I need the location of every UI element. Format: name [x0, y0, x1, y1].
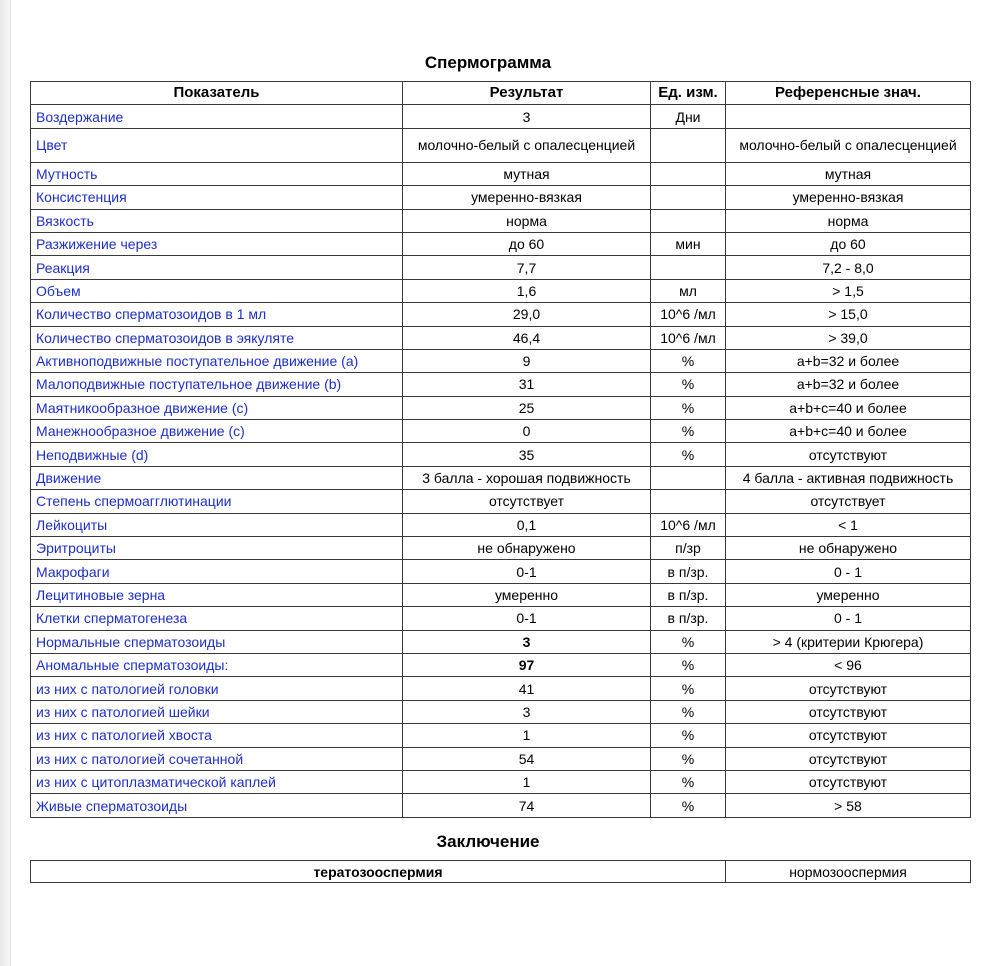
conclusion-row	[31, 861, 971, 883]
row-parameter: Маятникообразное движение (c)	[31, 396, 403, 419]
row-parameter: Объем	[31, 279, 403, 302]
row-unit	[651, 186, 726, 209]
row-unit: %	[651, 677, 726, 700]
row-reference: 4 балла - активная подвижность	[726, 466, 971, 489]
row-result: 1	[403, 724, 651, 747]
row-unit: в п/зр.	[651, 607, 726, 630]
table-row	[31, 747, 971, 770]
table-row	[31, 303, 971, 326]
row-reference: отсутствует	[726, 490, 971, 513]
row-unit: %	[651, 724, 726, 747]
table-row	[31, 162, 971, 185]
row-parameter: Неподвижные (d)	[31, 443, 403, 466]
row-reference	[726, 105, 971, 128]
row-parameter: Количество сперматозоидов в эякуляте	[31, 326, 403, 349]
header-unit: Ед. изм.	[651, 82, 726, 105]
row-parameter: Цвет	[31, 128, 403, 162]
row-result: 0-1	[403, 560, 651, 583]
row-unit: %	[651, 396, 726, 419]
page-left-edge	[0, 0, 11, 966]
row-unit	[651, 490, 726, 513]
row-parameter: из них с цитоплазматической каплей	[31, 770, 403, 793]
row-unit: %	[651, 443, 726, 466]
row-unit: 10^6 /мл	[651, 513, 726, 536]
spermogram-table	[30, 81, 971, 818]
header-parameter: Показатель	[31, 82, 403, 105]
row-parameter: Количество сперматозоидов в 1 мл	[31, 303, 403, 326]
row-result: 1	[403, 770, 651, 793]
row-parameter: из них с патологией сочетанной	[31, 747, 403, 770]
row-unit: в п/зр.	[651, 583, 726, 606]
row-result: 0	[403, 420, 651, 443]
row-reference: > 15,0	[726, 303, 971, 326]
row-parameter: Реакция	[31, 256, 403, 279]
table-row	[31, 653, 971, 676]
row-result: 1,6	[403, 279, 651, 302]
row-result: 0,1	[403, 513, 651, 536]
row-parameter: Нормальные сперматозоиды	[31, 630, 403, 653]
row-parameter: из них с патологией головки	[31, 677, 403, 700]
row-unit	[651, 128, 726, 162]
row-unit: %	[651, 794, 726, 817]
table-row	[31, 630, 971, 653]
row-reference: 0 - 1	[726, 560, 971, 583]
table-row	[31, 466, 971, 489]
row-reference: > 58	[726, 794, 971, 817]
table-row	[31, 186, 971, 209]
row-parameter: из них с патологией шейки	[31, 700, 403, 723]
conclusion-result: тератозооспермия	[31, 861, 726, 883]
row-reference: > 1,5	[726, 279, 971, 302]
row-parameter: Клетки сперматогенеза	[31, 607, 403, 630]
row-result: 29,0	[403, 303, 651, 326]
row-result: 41	[403, 677, 651, 700]
row-reference: умеренно	[726, 583, 971, 606]
row-result: мутная	[403, 162, 651, 185]
row-result: отсутствует	[403, 490, 651, 513]
row-parameter: Лецитиновые зерна	[31, 583, 403, 606]
table-row	[31, 443, 971, 466]
row-parameter: Малоподвижные поступательное движение (b)	[31, 373, 403, 396]
row-reference: мутная	[726, 162, 971, 185]
table-row	[31, 349, 971, 372]
row-parameter: Степень спермоагглютинации	[31, 490, 403, 513]
row-parameter: из них с патологией хвоста	[31, 724, 403, 747]
row-reference: отсутствуют	[726, 770, 971, 793]
row-unit: 10^6 /мл	[651, 326, 726, 349]
table-row	[31, 209, 971, 232]
row-result: 7,7	[403, 256, 651, 279]
row-parameter: Воздержание	[31, 105, 403, 128]
row-result: 25	[403, 396, 651, 419]
row-unit: %	[651, 373, 726, 396]
row-parameter: Активноподвижные поступательное движение (a)	[31, 349, 403, 372]
row-result: 3	[403, 630, 651, 653]
row-unit: п/зр	[651, 537, 726, 560]
table-row	[31, 128, 971, 162]
table-row	[31, 513, 971, 536]
table-row	[31, 560, 971, 583]
row-result: 35	[403, 443, 651, 466]
row-parameter: Макрофаги	[31, 560, 403, 583]
row-result: 31	[403, 373, 651, 396]
row-unit: %	[651, 630, 726, 653]
row-reference: умеренно-вязкая	[726, 186, 971, 209]
row-unit: 10^6 /мл	[651, 303, 726, 326]
row-reference: < 96	[726, 653, 971, 676]
row-parameter: Лейкоциты	[31, 513, 403, 536]
row-result: умеренно-вязкая	[403, 186, 651, 209]
row-reference: отсутствуют	[726, 700, 971, 723]
page-title: Спермограмма	[424, 53, 552, 72]
row-parameter: Вязкость	[31, 209, 403, 232]
table-header-row	[31, 82, 971, 105]
header-reference: Референсные знач.	[726, 82, 971, 105]
conclusion-reference: нормозооспермия	[726, 861, 971, 883]
row-reference: 0 - 1	[726, 607, 971, 630]
row-reference: a+b+c=40 и более	[726, 396, 971, 419]
row-parameter: Манежнообразное движение (c)	[31, 420, 403, 443]
row-unit	[651, 162, 726, 185]
table-row	[31, 490, 971, 513]
row-reference: отсутствуют	[726, 747, 971, 770]
table-row	[31, 770, 971, 793]
table-row	[31, 583, 971, 606]
row-result: 46,4	[403, 326, 651, 349]
table-row	[31, 677, 971, 700]
row-unit: %	[651, 747, 726, 770]
table-row	[31, 724, 971, 747]
row-result: 97	[403, 653, 651, 676]
row-parameter: Эритроциты	[31, 537, 403, 560]
row-parameter: Аномальные сперматозоиды:	[31, 653, 403, 676]
row-result: 3	[403, 700, 651, 723]
row-parameter: Разжижение через	[31, 232, 403, 255]
row-unit	[651, 256, 726, 279]
row-reference: молочно-белый с опалесценцией	[726, 128, 971, 162]
row-result: умеренно	[403, 583, 651, 606]
row-result: 9	[403, 349, 651, 372]
row-unit: %	[651, 770, 726, 793]
row-reference: < 1	[726, 513, 971, 536]
table-row	[31, 607, 971, 630]
row-reference: норма	[726, 209, 971, 232]
header-result: Результат	[403, 82, 651, 105]
row-result: до 60	[403, 232, 651, 255]
row-parameter: Консистенция	[31, 186, 403, 209]
table-row	[31, 794, 971, 817]
table-row	[31, 105, 971, 128]
table-row	[31, 420, 971, 443]
row-reference: отсутствуют	[726, 443, 971, 466]
row-reference: a+b=32 и более	[726, 349, 971, 372]
table-row	[31, 326, 971, 349]
table-row	[31, 373, 971, 396]
row-result: 0-1	[403, 607, 651, 630]
row-parameter: Живые сперматозоиды	[31, 794, 403, 817]
row-result: норма	[403, 209, 651, 232]
row-unit: Дни	[651, 105, 726, 128]
row-reference: не обнаружено	[726, 537, 971, 560]
row-reference: a+b+c=40 и более	[726, 420, 971, 443]
row-reference: > 39,0	[726, 326, 971, 349]
conclusion-table	[30, 860, 971, 883]
row-unit: мл	[651, 279, 726, 302]
row-reference: до 60	[726, 232, 971, 255]
row-result: не обнаружено	[403, 537, 651, 560]
row-reference: 7,2 - 8,0	[726, 256, 971, 279]
row-reference: отсутствуют	[726, 677, 971, 700]
row-unit: %	[651, 420, 726, 443]
row-parameter: Движение	[31, 466, 403, 489]
row-reference: a+b=32 и более	[726, 373, 971, 396]
table-row	[31, 700, 971, 723]
row-result: 3 балла - хорошая подвижность	[403, 466, 651, 489]
table-row	[31, 396, 971, 419]
table-row	[31, 279, 971, 302]
row-result: молочно-белый с опалесценцией	[403, 128, 651, 162]
row-unit: %	[651, 653, 726, 676]
row-result: 3	[403, 105, 651, 128]
row-unit: мин	[651, 232, 726, 255]
table-row	[31, 537, 971, 560]
conclusion-title: Заключение	[436, 832, 540, 851]
row-unit: %	[651, 700, 726, 723]
table-row	[31, 232, 971, 255]
row-unit: в п/зр.	[651, 560, 726, 583]
row-result: 54	[403, 747, 651, 770]
row-reference: отсутствуют	[726, 724, 971, 747]
row-parameter: Мутность	[31, 162, 403, 185]
row-result: 74	[403, 794, 651, 817]
table-row	[31, 256, 971, 279]
row-unit	[651, 466, 726, 489]
row-unit: %	[651, 349, 726, 372]
row-unit	[651, 209, 726, 232]
row-reference: > 4 (критерии Крюгера)	[726, 630, 971, 653]
